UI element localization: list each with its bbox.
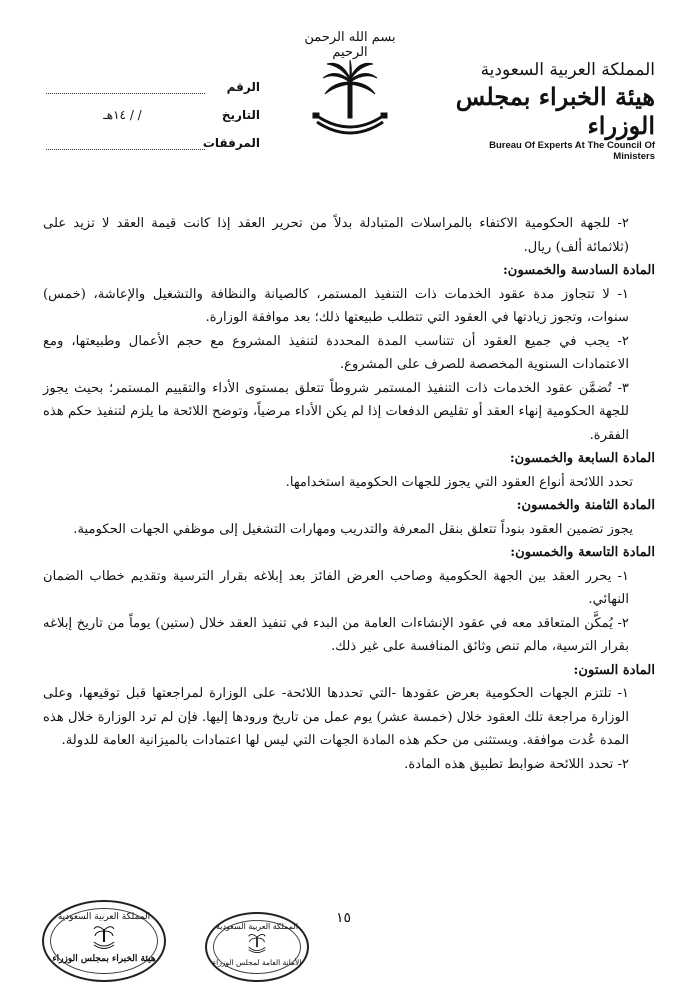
- kingdom-title: المملكة العربية السعودية: [480, 60, 655, 80]
- article-60-heading: المادة الستون:: [573, 662, 655, 678]
- letter-meta: [40, 66, 260, 150]
- seal-emblem-icon: [247, 932, 267, 954]
- page-number: ١٥: [336, 910, 352, 926]
- article-59-heading: المادة التاسعة والخمسون:: [510, 545, 655, 560]
- article-60-clause-2: ٢- تحدد اللائحة ضوابط تطبيق هذه المادة.: [404, 756, 629, 772]
- letterhead-right: [455, 60, 655, 162]
- article-58-text: يجوز تضمين العقود بنوداً تتعلق بنقل المعرفة والتدريب ومهارات التشغيل إلى موظفي الجهات الحكومية.: [73, 521, 633, 537]
- article-59-clause-1: ١- يحرر العقد بين الجهة الحكومية وصاحب العرض الفائز بعد إبلاغه بقرار الترسية وتقديم خطاب الضمان النهائي.: [43, 568, 629, 607]
- seal-emblem-icon: [92, 924, 116, 950]
- attachments-row: [40, 122, 260, 150]
- seal-text-top: المملكة العربية السعودية: [57, 912, 151, 922]
- official-seal-bureau: [42, 900, 166, 982]
- article-60-clause-1: ١- تلتزم الجهات الحكومية بعرض عقودها -التي تحددها اللائحة- على الوزارة لمراجعتها قبل توقيعها، وعلى الوزارة مراجعة تلك العقود خلال (خمسة عشر) يوم عمل من تاريخ ورودها إليها. فإن لم ترد الوزارة خلال هذه المدة عُدت موافقة. ويستثنى من حكم هذه المادة الجهات التي ليس لها اعتمادات بالميزانية العامة للدولة.: [43, 686, 629, 748]
- article-58-heading: المادة الثامنة والخمسون:: [516, 498, 655, 513]
- article-55-clause-2: ٢- للجهة الحكومية الاكتفاء بالمراسلات المتبادلة بدلاً من تحرير العقد إذا كانت قيمة العقد لا تزيد على (ثلاثمائة ألف) ريال.: [43, 216, 629, 255]
- article-56-clause-2: ٢- يجب في جميع العقود أن تتناسب المدة المحددة لتنفيذ المشروع مع حجم الأعمال وطبيعتها، ومع الاعتمادات السنوية المخصصة للصرف على المشروع.: [43, 333, 629, 372]
- article-56-clause-3: ٣- تُضمَّن عقود الخدمات ذات التنفيذ المستمر شروطاً تتعلق بمستوى الأداء والتقييم المستمر؛ بحيث يجوز للجهة الحكومية إنهاء العقد أو تقليص الدفعات إذا لم يكن الأداء مرضياً، وتوضح اللائحة ما يلزم لتنفيذ حكم هذه الفقرة.: [43, 380, 629, 443]
- attachments-label: المرفقات: [202, 136, 260, 150]
- ref-label: الرقم: [226, 80, 260, 94]
- bureau-title-ar: هيئة الخبراء بمجلس الوزراء: [455, 82, 655, 140]
- attachments-line: [46, 135, 205, 150]
- article-57-text: تحدد اللائحة أنواع العقود التي يجوز للجهات الحكومية استخدامها.: [285, 474, 633, 490]
- date-row: [40, 94, 260, 122]
- ref-line: [46, 79, 205, 94]
- article-56-clause-1: ١- لا تتجاوز مدة عقود الخدمات ذات التنفيذ المستمر، كالصيانة والنظافة والتشغيل والإعاشة، (خمس) سنوات، وتجوز زيادتها في العقود التي تتطلب طبيعتها ذلك؛ بعد موافقة الوزارة.: [43, 286, 629, 325]
- date-label: التاريخ: [221, 108, 260, 122]
- basmala: بسم الله الرحمن الرحيم: [304, 30, 396, 60]
- document-body: [43, 212, 655, 776]
- article-57-heading: المادة السابعة والخمسون:: [509, 451, 655, 466]
- date-value: / / ١٤هـ: [103, 108, 142, 122]
- article-56-heading: المادة السادسة والخمسون:: [502, 263, 655, 278]
- seal-text-top: المملكة العربية السعودية: [215, 922, 299, 931]
- article-59-clause-2: ٢- يُمكَّن المتعاقد معه في عقود الإنشاءات العامة من البدء في تنفيذ العقد خلال (ستين) يوماً من تاريخ إبلاغه بقرار الترسية، مالم تنص وثائق المنافسة على غير ذلك.: [43, 615, 629, 654]
- palm-swords-emblem-icon: [305, 58, 395, 143]
- ref-row: [40, 66, 260, 94]
- seal-text-bottom: هيئة الخبراء بمجلس الوزراء: [52, 954, 156, 964]
- official-seal-secretariat: [205, 912, 309, 982]
- seal-text-bottom: الأمانة العامة لمجلس الوزراء: [212, 958, 302, 967]
- bureau-title-en: Bureau Of Experts At The Council Of Ministers: [489, 140, 655, 162]
